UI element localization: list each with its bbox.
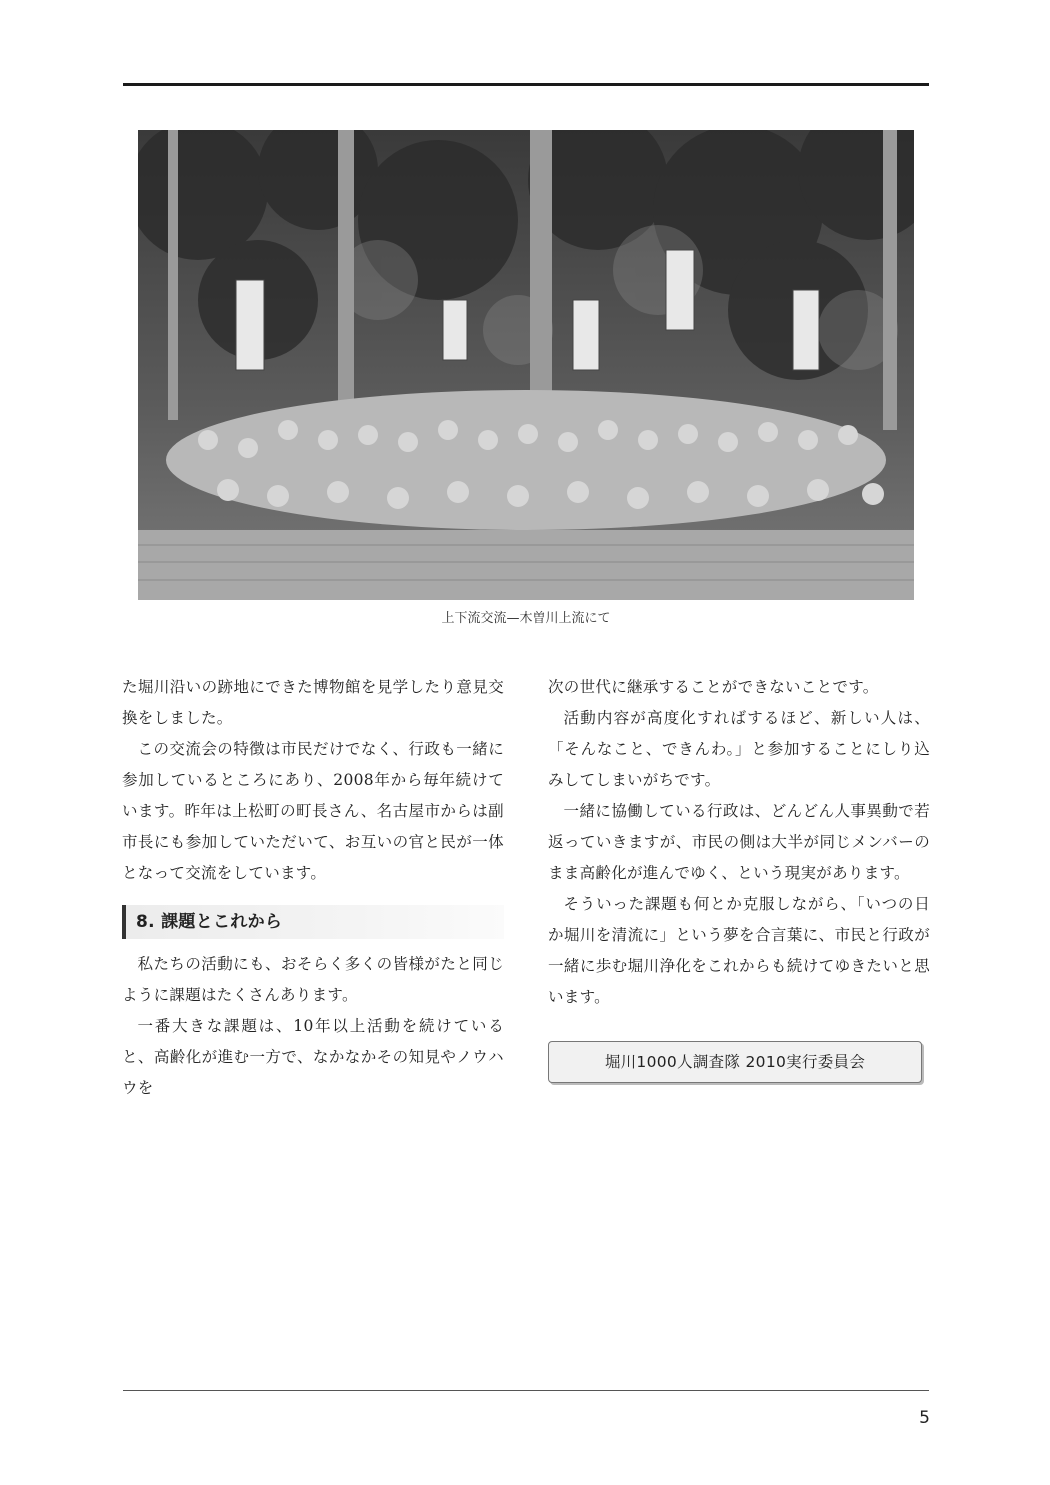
bottom-rule — [123, 1390, 929, 1391]
paragraph: この交流会の特徴は市民だけでなく、行政も一緒に参加しているところにあり、2008年から毎年続けています。昨年は上松町の町長さん、名古屋市からは副市長にも参加していただいて、お互いの官と民が一体となって交流をしています。 — [122, 740, 504, 882]
group-photo — [138, 130, 914, 600]
top-rule — [123, 83, 929, 86]
right-column — [548, 672, 930, 1083]
paragraph: 一番大きな課題は、10年以上活動を続けていると、高齢化が進む一方で、なかなかその知見やノウハウを — [122, 1017, 504, 1097]
paragraph: 一緒に協働している行政は、どんどん人事異動で若返っていきますが、市民の側は大半が同じメンバーのまま高齢化が進んでゆく、という現実があります。 — [548, 802, 930, 882]
organization-box — [548, 1041, 922, 1083]
paragraph: た堀川沿いの跡地にできた博物館を見学したり意見交換をしました。 — [122, 678, 504, 727]
section-heading-text: 8. 課題とこれから — [136, 911, 283, 932]
paragraph: そういった課題も何とか克服しながら、「いつの日か堀川を清流に」という夢を合言葉に、市民と行政が一緒に歩む堀川浄化をこれからも続けてゆきたいと思います。 — [548, 895, 930, 1006]
group-photo-illustration — [138, 130, 914, 600]
photo-caption: 上下流交流—木曽川上流にて — [441, 611, 611, 626]
paragraph: 活動内容が高度化すればするほど、新しい人は、「そんなこと、できんわ。」と参加することにしり込みしてしまいがちです。 — [548, 709, 930, 789]
left-column — [122, 672, 504, 1104]
page-number: 5 — [919, 1408, 930, 1428]
paragraph: 次の世代に継承することができないことです。 — [548, 678, 879, 696]
section-heading — [122, 905, 504, 939]
organization-name: 堀川1000人調査隊 2010実行委員会 — [604, 1052, 866, 1071]
paragraph: 私たちの活動にも、おそらく多くの皆様がたと同じように課題はたくさんあります。 — [122, 955, 504, 1004]
